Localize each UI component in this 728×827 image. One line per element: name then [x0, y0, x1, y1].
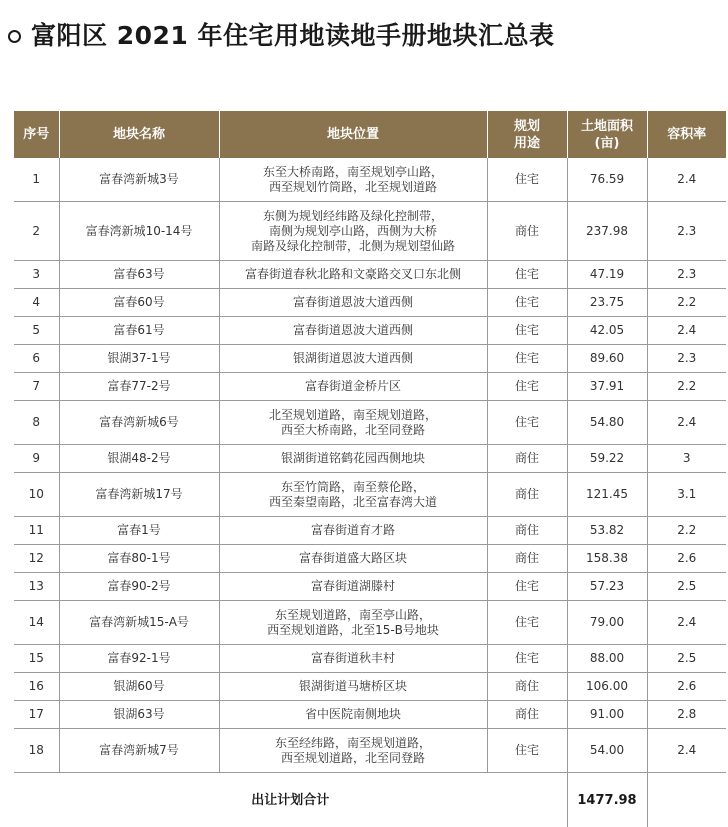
table-row: [14, 317, 726, 345]
cell-location: [219, 373, 487, 401]
cell-use: 住宅: [487, 373, 567, 401]
cell-no: 9: [14, 445, 59, 473]
cell-location: [219, 261, 487, 289]
location-line: 富春街道盛大路区块: [222, 551, 485, 566]
cell-name: 富春湾新城15-A号: [59, 601, 219, 645]
cell-area: 79.00: [567, 601, 647, 645]
location-line: 富春街道育才路: [222, 523, 485, 538]
cell-name: 富春90-2号: [59, 573, 219, 601]
cell-use: 商住: [487, 517, 567, 545]
table-row: [14, 517, 726, 545]
location-line: 西至秦望南路，北至富春湾大道: [222, 495, 485, 510]
table-row: [14, 673, 726, 701]
total-row: [14, 773, 726, 827]
location-line: 西至大桥南路，北至同登路: [222, 423, 485, 438]
header-name: 地块名称: [59, 111, 219, 158]
cell-name: 富春湾新城7号: [59, 729, 219, 773]
cell-area: 76.59: [567, 158, 647, 202]
location-line: 南路及绿化控制带，北侧为规划望仙路: [222, 239, 485, 254]
cell-far: 2.3: [647, 202, 726, 261]
cell-use: 住宅: [487, 289, 567, 317]
cell-location: [219, 573, 487, 601]
cell-far: 2.8: [647, 701, 726, 729]
cell-no: 4: [14, 289, 59, 317]
cell-name: 银湖48-2号: [59, 445, 219, 473]
cell-area: 91.00: [567, 701, 647, 729]
circle-bullet-icon: [8, 30, 21, 43]
cell-name: 富春60号: [59, 289, 219, 317]
location-line: 银湖街道恩波大道西侧: [222, 351, 485, 366]
header-area-line2: (亩): [568, 135, 647, 152]
cell-no: 5: [14, 317, 59, 345]
cell-far: 2.6: [647, 545, 726, 573]
cell-location: [219, 317, 487, 345]
table-row: [14, 729, 726, 773]
cell-area: 59.22: [567, 445, 647, 473]
cell-no: 13: [14, 573, 59, 601]
cell-no: 18: [14, 729, 59, 773]
cell-area: 106.00: [567, 673, 647, 701]
cell-location: [219, 473, 487, 517]
cell-use: 住宅: [487, 645, 567, 673]
cell-far: 2.6: [647, 673, 726, 701]
table-row: [14, 573, 726, 601]
land-parcel-summary-table: [14, 111, 726, 827]
total-label: 出让计划合计: [14, 773, 567, 827]
cell-area: 158.38: [567, 545, 647, 573]
cell-far: 2.3: [647, 261, 726, 289]
header-no: 序号: [14, 111, 59, 158]
cell-location: [219, 673, 487, 701]
cell-area: 37.91: [567, 373, 647, 401]
header-far: 容积率: [647, 111, 726, 158]
location-line: 西至规划道路，北至15-B号地块: [222, 623, 485, 638]
cell-use: 商住: [487, 673, 567, 701]
total-far-empty: [647, 773, 726, 827]
location-line: 银湖街道铭鹤花园西侧地块: [222, 451, 485, 466]
cell-location: [219, 645, 487, 673]
cell-far: 2.4: [647, 158, 726, 202]
cell-use: 商住: [487, 701, 567, 729]
cell-area: 237.98: [567, 202, 647, 261]
cell-area: 54.00: [567, 729, 647, 773]
cell-location: [219, 601, 487, 645]
cell-far: 2.4: [647, 317, 726, 345]
cell-name: 富春湾新城3号: [59, 158, 219, 202]
cell-location: [219, 445, 487, 473]
cell-use: 住宅: [487, 261, 567, 289]
cell-name: 银湖37-1号: [59, 345, 219, 373]
cell-name: 富春湾新城6号: [59, 401, 219, 445]
cell-far: 2.4: [647, 729, 726, 773]
cell-name: 富春63号: [59, 261, 219, 289]
cell-far: 3.1: [647, 473, 726, 517]
table-row: [14, 289, 726, 317]
cell-far: 2.5: [647, 573, 726, 601]
cell-area: 47.19: [567, 261, 647, 289]
location-line: 西至规划道路，北至同登路: [222, 751, 485, 766]
cell-area: 53.82: [567, 517, 647, 545]
cell-far: 2.5: [647, 645, 726, 673]
cell-no: 17: [14, 701, 59, 729]
header-area: [567, 111, 647, 158]
cell-area: 89.60: [567, 345, 647, 373]
table-row: [14, 601, 726, 645]
table-row: [14, 261, 726, 289]
cell-location: [219, 701, 487, 729]
cell-no: 3: [14, 261, 59, 289]
cell-name: 银湖60号: [59, 673, 219, 701]
page-title-block: [8, 14, 555, 54]
location-line: 东至经纬路，南至规划道路，: [222, 736, 485, 751]
cell-location: [219, 158, 487, 202]
location-line: 北至规划道路，南至规划道路，: [222, 408, 485, 423]
location-line: 富春街道湖滕村: [222, 579, 485, 594]
cell-use: 商住: [487, 473, 567, 517]
table-row: [14, 158, 726, 202]
cell-no: 6: [14, 345, 59, 373]
location-line: 东至大桥南路，南至规划亭山路，: [222, 165, 485, 180]
cell-no: 15: [14, 645, 59, 673]
cell-use: 住宅: [487, 345, 567, 373]
cell-use: 住宅: [487, 601, 567, 645]
cell-no: 16: [14, 673, 59, 701]
table-row: [14, 373, 726, 401]
cell-location: [219, 517, 487, 545]
cell-area: 88.00: [567, 645, 647, 673]
cell-far: 3: [647, 445, 726, 473]
table-row: [14, 545, 726, 573]
table-row: [14, 345, 726, 373]
table-row: [14, 473, 726, 517]
page-title: 富阳区 2021 年住宅用地读地手册地块汇总表: [31, 16, 555, 52]
cell-area: 42.05: [567, 317, 647, 345]
location-line: 西至规划竹筒路，北至规划道路: [222, 180, 485, 195]
cell-no: 1: [14, 158, 59, 202]
cell-no: 12: [14, 545, 59, 573]
cell-name: 富春湾新城10-14号: [59, 202, 219, 261]
table-row: [14, 701, 726, 729]
cell-name: 富春80-1号: [59, 545, 219, 573]
table-row: [14, 445, 726, 473]
cell-location: [219, 729, 487, 773]
table-row: [14, 202, 726, 261]
cell-name: 富春92-1号: [59, 645, 219, 673]
cell-name: 富春湾新城17号: [59, 473, 219, 517]
cell-no: 2: [14, 202, 59, 261]
location-line: 富春街道恩波大道西侧: [222, 295, 485, 310]
cell-far: 2.3: [647, 345, 726, 373]
cell-far: 2.2: [647, 289, 726, 317]
cell-area: 54.80: [567, 401, 647, 445]
header-area-line1: 土地面积: [568, 118, 647, 135]
cell-name: 富春61号: [59, 317, 219, 345]
table-row: [14, 401, 726, 445]
header-use-line1: 规划: [488, 118, 567, 135]
cell-no: 7: [14, 373, 59, 401]
cell-location: [219, 202, 487, 261]
cell-far: 2.2: [647, 373, 726, 401]
location-line: 银湖街道马塘桥区块: [222, 679, 485, 694]
cell-far: 2.4: [647, 601, 726, 645]
header-use: [487, 111, 567, 158]
cell-use: 商住: [487, 545, 567, 573]
cell-far: 2.2: [647, 517, 726, 545]
location-line: 富春街道恩波大道西侧: [222, 323, 485, 338]
cell-use: 住宅: [487, 401, 567, 445]
cell-name: 银湖63号: [59, 701, 219, 729]
location-line: 东至竹筒路，南至蔡伦路，: [222, 480, 485, 495]
cell-use: 住宅: [487, 158, 567, 202]
cell-use: 住宅: [487, 729, 567, 773]
cell-location: [219, 545, 487, 573]
location-line: 富春街道春秋北路和文豪路交叉口东北侧: [222, 267, 485, 282]
cell-location: [219, 345, 487, 373]
total-area: 1477.98: [567, 773, 647, 827]
location-line: 省中医院南侧地块: [222, 707, 485, 722]
cell-name: 富春77-2号: [59, 373, 219, 401]
cell-area: 121.45: [567, 473, 647, 517]
location-line: 富春街道金桥片区: [222, 379, 485, 394]
table-row: [14, 645, 726, 673]
header-location: 地块位置: [219, 111, 487, 158]
location-line: 东侧为规划经纬路及绿化控制带，: [222, 209, 485, 224]
cell-no: 10: [14, 473, 59, 517]
cell-use: 商住: [487, 202, 567, 261]
header-use-line2: 用途: [488, 135, 567, 152]
location-line: 富春街道秋丰村: [222, 651, 485, 666]
cell-location: [219, 401, 487, 445]
table-header-row: [14, 111, 726, 158]
cell-area: 23.75: [567, 289, 647, 317]
cell-far: 2.4: [647, 401, 726, 445]
cell-name: 富春1号: [59, 517, 219, 545]
location-line: 南侧为规划亭山路，西侧为大桥: [222, 224, 485, 239]
cell-use: 住宅: [487, 573, 567, 601]
cell-no: 11: [14, 517, 59, 545]
cell-location: [219, 289, 487, 317]
cell-use: 住宅: [487, 317, 567, 345]
cell-no: 14: [14, 601, 59, 645]
location-line: 东至规划道路，南至亭山路，: [222, 608, 485, 623]
cell-use: 商住: [487, 445, 567, 473]
cell-area: 57.23: [567, 573, 647, 601]
cell-no: 8: [14, 401, 59, 445]
